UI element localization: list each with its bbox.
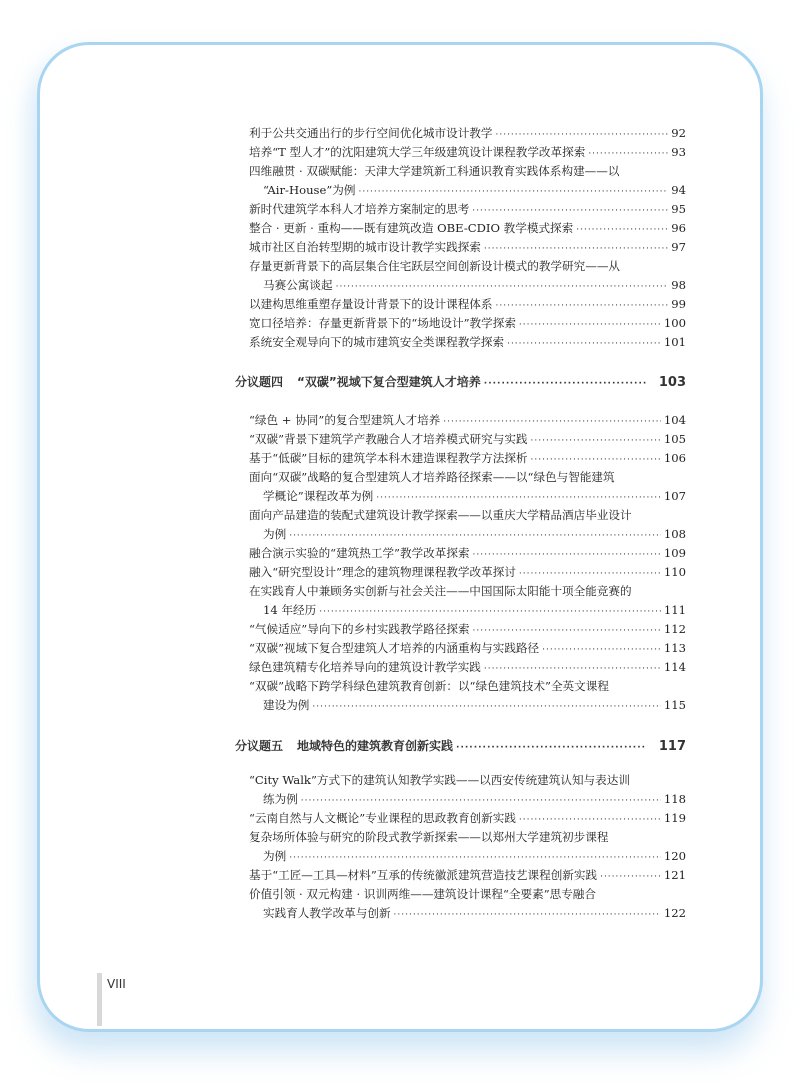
page-folio: VIII bbox=[107, 977, 126, 991]
entry-title: 以建构思维重塑存量设计背景下的设计课程体系 bbox=[249, 297, 493, 311]
entry-title: 存量更新背景下的高层集合住宅跃层空间创新设计模式的教学研究——从 bbox=[249, 259, 621, 273]
toc-entry-line bbox=[249, 601, 686, 620]
entry-page-number: 98 bbox=[671, 278, 686, 292]
entry-title: 四维融贯 · 双碳赋能：天津大学建筑新工科通识教育实践体系构建——以 bbox=[249, 164, 620, 178]
toc-entry[interactable] bbox=[249, 620, 686, 639]
section-page-number: 103 bbox=[658, 375, 686, 390]
toc-entry[interactable] bbox=[249, 582, 686, 620]
entry-title: “云南自然与人文概论”专业课程的思政教育创新实践 bbox=[249, 811, 516, 825]
footer-bar bbox=[97, 973, 102, 1026]
toc-entry-line bbox=[249, 847, 686, 866]
entry-title: “Air-House”为例 bbox=[263, 183, 356, 197]
entry-page-number: 121 bbox=[663, 868, 686, 882]
toc-entry-line bbox=[249, 828, 686, 847]
toc-entry-line bbox=[249, 809, 686, 828]
toc-entry[interactable] bbox=[249, 257, 686, 295]
entry-title: 培养“T 型人才”的沈阳建筑大学三年级建筑设计课程教学改革探索 bbox=[249, 145, 586, 159]
toc-entry[interactable] bbox=[249, 544, 686, 563]
dot-leader bbox=[507, 335, 661, 354]
toc-entry-line bbox=[249, 411, 686, 430]
toc-entry-line bbox=[249, 771, 686, 790]
dot-leader bbox=[394, 906, 661, 925]
entry-page-number: 92 bbox=[671, 126, 686, 140]
entry-title: “双碳”视域下复合型建筑人才培养的内涵重构与实践路径 bbox=[249, 641, 540, 655]
dot-leader bbox=[456, 738, 646, 758]
toc-entry-line bbox=[249, 620, 686, 639]
toc-section-4-entries bbox=[249, 411, 686, 715]
toc-entry-line bbox=[249, 582, 686, 601]
toc-entry-line bbox=[249, 276, 686, 295]
toc-entry[interactable] bbox=[249, 639, 686, 658]
entry-page-number: 109 bbox=[663, 546, 686, 560]
toc-entry-line bbox=[249, 181, 686, 200]
toc-entry[interactable] bbox=[249, 219, 686, 238]
toc-entry-line bbox=[249, 506, 686, 525]
entry-page-number: 122 bbox=[663, 906, 686, 920]
entry-title: 练为例 bbox=[263, 792, 298, 806]
entry-title: 实践育人教学改革与创新 bbox=[263, 906, 391, 920]
toc-entry[interactable] bbox=[249, 563, 686, 582]
entry-title: 面向产品建造的装配式建筑设计教学探索——以重庆大学精品酒店毕业设计 bbox=[249, 508, 632, 522]
section-label: 分议题五 bbox=[235, 739, 284, 753]
entry-title: “双碳”背景下建筑学产教融合人才培养模式研究与实践 bbox=[249, 432, 528, 446]
entry-title: 利于公共交通出行的步行空间优化城市设计教学 bbox=[249, 126, 493, 140]
entry-title: 融合演示实验的“建筑热工学”教学改革探索 bbox=[249, 546, 470, 560]
entry-page-number: 93 bbox=[671, 145, 686, 159]
toc-entry[interactable] bbox=[249, 430, 686, 449]
toc-entry-line bbox=[249, 124, 686, 143]
toc-entry[interactable] bbox=[249, 771, 686, 809]
entry-page-number: 94 bbox=[671, 183, 686, 197]
entry-title: 整合 · 更新 · 重构——既有建筑改造 OBE-CDIO 教学模式探索 bbox=[249, 221, 574, 235]
entry-title: 学概论”课程改革为例 bbox=[263, 489, 374, 503]
entry-page-number: 110 bbox=[663, 565, 686, 579]
entry-title: 建设为例 bbox=[263, 698, 310, 712]
entry-page-number: 107 bbox=[663, 489, 686, 503]
entry-page-number: 112 bbox=[663, 622, 686, 636]
toc-entry-line bbox=[249, 200, 686, 219]
dot-leader bbox=[600, 868, 661, 887]
toc-entry-line bbox=[249, 487, 686, 506]
entry-page-number: 119 bbox=[663, 811, 686, 825]
dot-leader bbox=[495, 297, 668, 316]
toc-entry[interactable] bbox=[249, 314, 686, 333]
entry-page-number: 99 bbox=[671, 297, 686, 311]
toc-entry-line bbox=[249, 866, 686, 885]
dot-leader bbox=[576, 221, 668, 240]
toc-entry-line bbox=[249, 143, 686, 162]
toc-section-3-entries bbox=[249, 124, 686, 352]
toc-entry[interactable] bbox=[249, 124, 686, 143]
dot-leader bbox=[312, 698, 660, 717]
toc-entry-line bbox=[249, 333, 686, 352]
entry-title: 为例 bbox=[263, 849, 287, 863]
toc-entry[interactable] bbox=[249, 658, 686, 677]
toc-entry[interactable] bbox=[249, 333, 686, 352]
toc-entry-line bbox=[249, 162, 686, 181]
toc-entry-line bbox=[249, 314, 686, 333]
toc-entry[interactable] bbox=[249, 885, 686, 923]
entry-page-number: 100 bbox=[663, 316, 686, 330]
toc-entry-line bbox=[249, 295, 686, 314]
entry-page-number: 95 bbox=[671, 202, 686, 216]
dot-leader bbox=[542, 641, 661, 660]
toc-entry-line bbox=[249, 525, 686, 544]
toc-entry[interactable] bbox=[249, 411, 686, 430]
section-label: 分议题四 bbox=[235, 375, 284, 389]
entry-page-number: 114 bbox=[663, 660, 686, 674]
toc-entry[interactable] bbox=[249, 468, 686, 506]
entry-page-number: 108 bbox=[663, 527, 686, 541]
entry-page-number: 101 bbox=[663, 335, 686, 349]
toc-entry-line bbox=[249, 238, 686, 257]
section-page-number: 117 bbox=[658, 739, 686, 754]
toc-entry-line bbox=[249, 563, 686, 582]
toc-entry-line bbox=[249, 658, 686, 677]
entry-title: “City Walk”方式下的建筑认知教学实践——以西安传统建筑认知与表达训 bbox=[249, 773, 630, 787]
entry-title: 宽口径培养：存量更新背景下的“场地设计”教学探索 bbox=[249, 316, 516, 330]
entry-page-number: 118 bbox=[663, 792, 686, 806]
toc-entry[interactable] bbox=[249, 506, 686, 544]
entry-page-number: 115 bbox=[663, 698, 686, 712]
toc-entry[interactable] bbox=[249, 238, 686, 257]
toc-entry[interactable] bbox=[249, 449, 686, 468]
entry-title: 复杂场所体验与研究的阶段式教学新探索——以郑州大学建筑初步课程 bbox=[249, 830, 609, 844]
entry-page-number: 120 bbox=[663, 849, 686, 863]
dot-leader bbox=[531, 432, 661, 451]
toc-entry[interactable] bbox=[249, 143, 686, 162]
entry-title: 融入“研究型设计”理念的建筑物理课程教学改革探讨 bbox=[249, 565, 516, 579]
toc-entry[interactable] bbox=[249, 162, 686, 200]
entry-title: 城市社区自治转型期的城市设计教学实践探索 bbox=[249, 240, 481, 254]
dot-leader bbox=[484, 374, 646, 394]
entry-title: 为例 bbox=[263, 527, 287, 541]
entry-title: 基于“工匠—工具—材料”互承的传统徽派建筑营造技艺课程创新实践 bbox=[249, 868, 598, 882]
section-title: 地域特色的建筑教育创新实践 bbox=[297, 739, 454, 753]
toc-entry-line bbox=[249, 544, 686, 563]
entry-page-number: 104 bbox=[663, 413, 686, 427]
entry-title: “绿色 + 协同”的复合型建筑人才培养 bbox=[249, 413, 441, 427]
dot-leader bbox=[519, 316, 661, 335]
entry-page-number: 97 bbox=[671, 240, 686, 254]
toc-entry[interactable] bbox=[249, 866, 686, 885]
entry-title: 新时代建筑学本科人才培养方案制定的思考 bbox=[249, 202, 470, 216]
toc-entry[interactable] bbox=[249, 828, 686, 866]
entry-page-number: 106 bbox=[663, 451, 686, 465]
entry-page-number: 111 bbox=[663, 603, 686, 617]
entry-title: 在实践育人中兼顾务实创新与社会关注——中国国际太阳能十项全能竞赛的 bbox=[249, 584, 632, 598]
toc-entry-line bbox=[249, 449, 686, 468]
toc-entry[interactable] bbox=[249, 809, 686, 828]
entry-title: 马赛公寓谈起 bbox=[263, 278, 333, 292]
entry-title: 面向“双碳”战略的复合型建筑人才培养路径探索——以“绿色与智能建筑 bbox=[249, 470, 615, 484]
toc-entry-line bbox=[249, 219, 686, 238]
entry-page-number: 96 bbox=[671, 221, 686, 235]
toc-entry[interactable] bbox=[249, 677, 686, 715]
entry-page-number: 105 bbox=[663, 432, 686, 446]
entry-title: “双碳”战略下跨学科绿色建筑教育创新：以“绿色建筑技术”全英文课程 bbox=[249, 679, 609, 693]
toc-entry[interactable] bbox=[249, 200, 686, 219]
toc-section-heading-4[interactable] bbox=[235, 372, 686, 392]
toc-entry-line bbox=[249, 696, 686, 715]
toc-entry-line bbox=[249, 885, 686, 904]
entry-title: 价值引领 · 双元构建 · 识训两维——建筑设计课程“全要素”思专融合 bbox=[249, 887, 596, 901]
toc-section-5-entries bbox=[249, 771, 686, 923]
toc-entry-line bbox=[249, 639, 686, 658]
section-title: “双碳”视域下复合型建筑人才培养 bbox=[297, 375, 481, 389]
entry-page-number: 113 bbox=[663, 641, 686, 655]
entry-title: 基于“低碳”目标的建筑学本科木建造课程教学方法探析 bbox=[249, 451, 528, 465]
entry-title: 14 年经历 bbox=[263, 603, 317, 617]
toc-entry-line bbox=[249, 468, 686, 487]
toc-entry-line bbox=[249, 790, 686, 809]
entry-title: 绿色建筑精专化培养导向的建筑设计教学实践 bbox=[249, 660, 481, 674]
toc-entry-line bbox=[249, 257, 686, 276]
toc-entry[interactable] bbox=[249, 295, 686, 314]
toc-section-heading-5[interactable] bbox=[235, 736, 686, 756]
entry-title: “气候适应”导向下的乡村实践教学路径探索 bbox=[249, 622, 470, 636]
toc-entry-line bbox=[249, 677, 686, 696]
entry-title: 系统安全观导向下的城市建筑安全类课程教学探索 bbox=[249, 335, 505, 349]
toc-entry-line bbox=[249, 430, 686, 449]
toc-entry-line bbox=[249, 904, 686, 923]
